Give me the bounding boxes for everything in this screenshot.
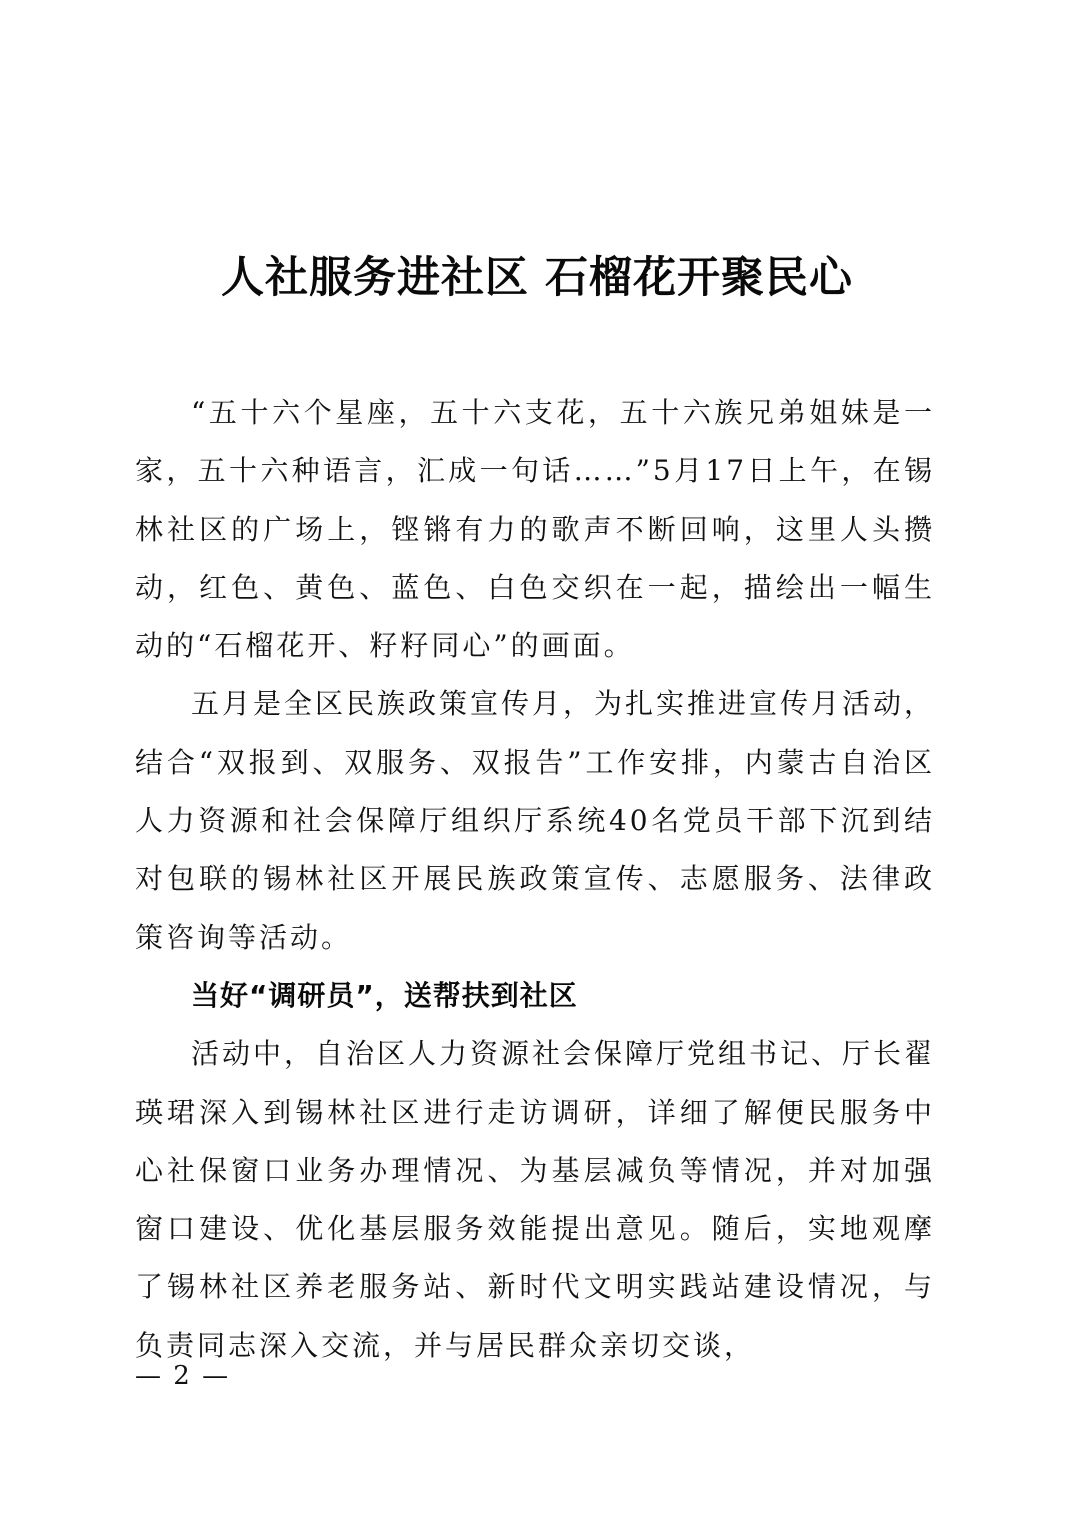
section-heading: 当好“调研员”，送帮扶到社区	[191, 978, 578, 1012]
paragraph: 活动中，自治区人力资源社会保障厅党组书记、厅长翟瑛珺深入到锡林社区进行走访调研，详细了解便民服务中心社保窗口业务办理情况、为基层减负等情况，并对加强窗口建设、优化基层服务效能提出意见。随后，实地观摩了锡林社区养老服务站、新时代文明实践站建设情况，与负责同志深入交流，并与居民群众亲切交谈，	[135, 1037, 936, 1362]
paragraph: “五十六个星座，五十六支花，五十六族兄弟姐妹是一家，五十六种语言，汇成一句话……”5月17日上午，在锡林社区的广场上，铿锵有力的歌声不断回响，这里人头攒动，红色、黄色、蓝色、白色交织在一起，描绘出一幅生动的“石榴花开、籽籽同心”的画面。	[135, 396, 935, 663]
document-title: 人社服务进社区 石榴花开聚民心	[221, 253, 853, 303]
paragraph: 五月是全区民族政策宣传月，为扎实推进宣传月活动，结合“双报到、双服务、双报告”工作安排，内蒙古自治区人力资源和社会保障厅组织厅系统40名党员干部下沉到结对包联的锡林社区开展民族政策宣传、志愿服务、法律政策咨询等活动。	[135, 687, 936, 954]
document-body	[135, 384, 935, 1375]
page-number: — 2 —	[135, 1361, 231, 1391]
